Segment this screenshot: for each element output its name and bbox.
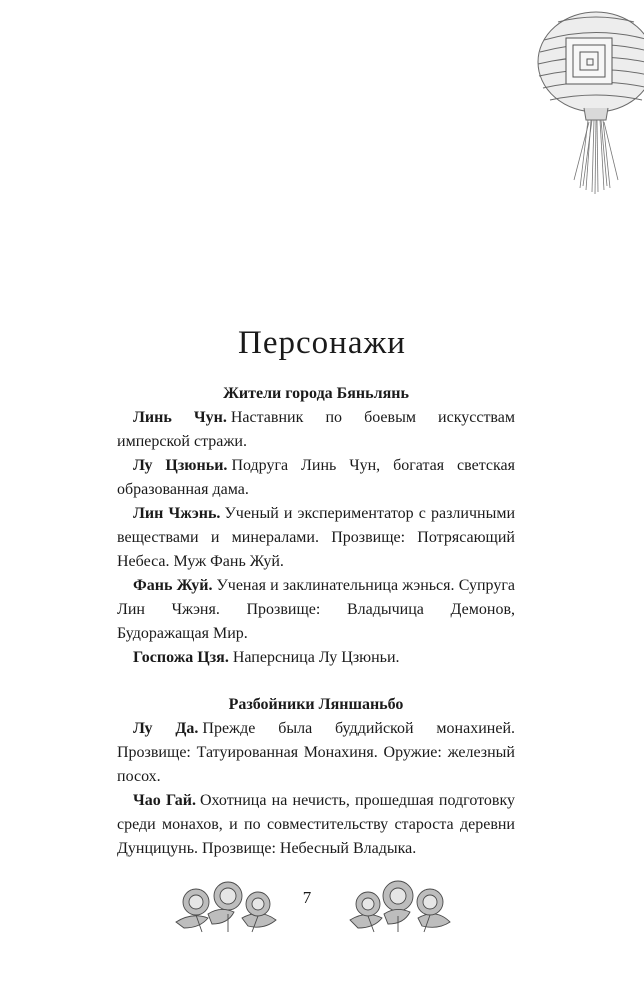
character-entry xyxy=(117,646,515,670)
character-list xyxy=(117,382,515,861)
character-name: Лу Цзюньи. xyxy=(133,457,228,474)
character-description: Подруга Линь Чун, богатая светская образованная дама. xyxy=(117,457,515,498)
character-name: Фань Жуй. xyxy=(133,577,213,594)
character-name: Чао Гай. xyxy=(133,792,196,809)
character-description: Ученый и экспериментатор с различными веществами и минералами. Прозвище: Потрясающий Небеса. Муж Фань Жуй. xyxy=(117,505,516,570)
page-title: Персонажи xyxy=(238,325,406,361)
character-entry xyxy=(117,717,515,789)
page-number: 7 xyxy=(302,888,312,907)
flower-ornament-icon xyxy=(172,878,280,936)
page-footer xyxy=(0,878,644,938)
lantern-icon xyxy=(514,0,644,195)
character-entry xyxy=(117,502,515,574)
character-name: Линь Чун. xyxy=(133,409,227,426)
character-name: Лу Да. xyxy=(133,720,199,737)
character-entry xyxy=(117,454,515,502)
character-description: Наперсница Лу Цзюньи. xyxy=(232,649,400,666)
flower-ornament-icon xyxy=(346,878,454,936)
character-description: Наставник по боевым искусствам имперской стражи. xyxy=(117,409,515,450)
character-entry xyxy=(117,406,515,454)
character-description: Охотница на нечисть, прошедшая подготовку среди монахов, и по совместительству староста деревни Дунцицунь. Прозвище: Небесный Владыка. xyxy=(117,792,516,857)
character-name: Госпожа Цзя. xyxy=(133,649,229,666)
character-name: Лин Чжэнь. xyxy=(133,505,221,522)
character-description: Прежде была буддийской монахиней. Прозвище: Татуированная Монахиня. Оружие: железный посох. xyxy=(117,720,516,785)
character-entry xyxy=(117,789,515,861)
character-description: Ученая и заклинательница жэнься. Супруга Лин Чжэня. Прозвище: Владычица Демонов, Будоражащая Мир. xyxy=(117,577,516,642)
character-entry xyxy=(117,574,515,646)
section-heading: Жители города Бяньлянь xyxy=(223,385,409,402)
section-heading: Разбойники Ляншаньбо xyxy=(228,696,404,713)
